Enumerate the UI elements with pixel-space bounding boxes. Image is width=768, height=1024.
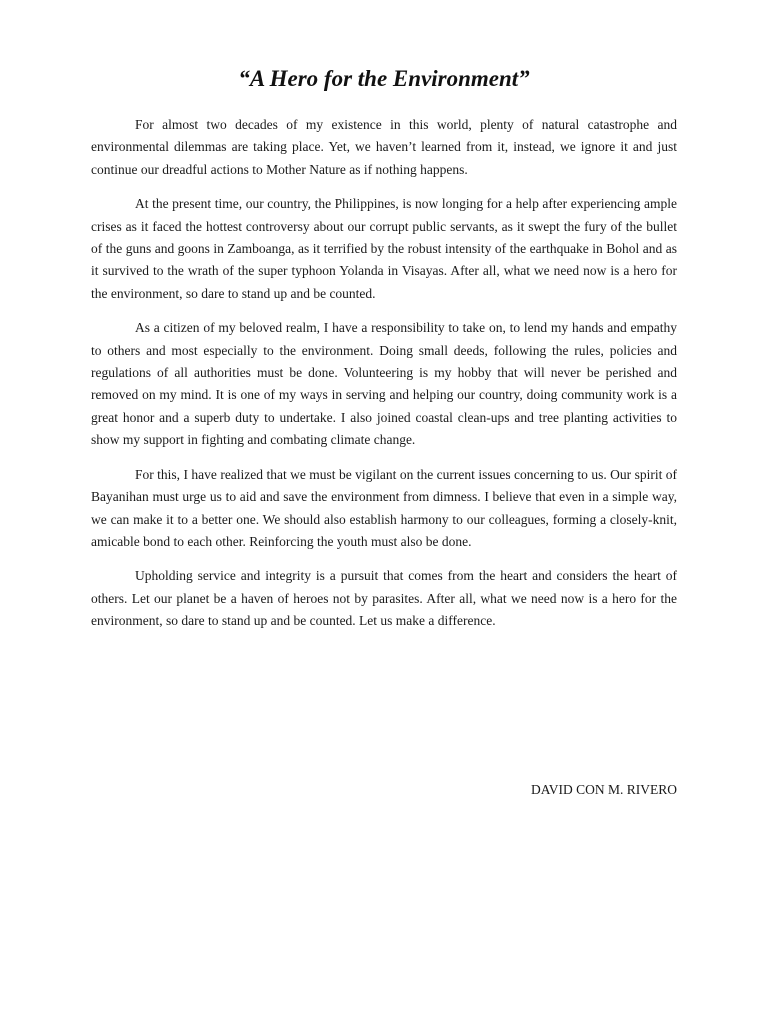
document-title: “A Hero for the Environment” xyxy=(238,66,530,91)
paragraph-3: As a citizen of my beloved realm, I have a responsibility to take on, to lend my hands and empathy to others and most especially to the environment. Doing small deeds, following the rules, policies and regulations of all authorities must be done. Volunteering is my hobby that will never be perished and removed on my mind. It is one of my ways in serving and helping our country, doing community work is a great honor and a superb duty to undertake. I also joined coastal clean-ups and tree planting activities to show my support in fighting and combating climate change. xyxy=(91,320,677,448)
document-body xyxy=(91,114,677,645)
paragraph-2: At the present time, our country, the Philippines, is now longing for a help after experiencing ample crises as it faced the hottest controversy about our corrupt public servants, as it swept the fury of the bullet of the guns and goons in Zamboanga, as it terrified by the robust intensity of the earthquake in Bohol and as it survived to the wrath of the super typhoon Yolanda in Visayas. After all, what we need now is a hero for the environment, so dare to stand up and be counted. xyxy=(91,196,677,301)
author-signature: DAVID CON M. RIVERO xyxy=(530,782,677,797)
paragraph-4: For this, I have realized that we must be vigilant on the current issues concerning to us. Our spirit of Bayanihan must urge us to aid and save the environment from dimness. I believe that even in a simple way, we can make it to a better one. We should also establish harmony to our colleagues, forming a closely-knit, amicable bond to each other. Reinforcing the youth must also be done. xyxy=(91,466,677,549)
paragraph-1: For almost two decades of my existence in this world, plenty of natural catastrophe and environmental dilemmas are taking place. Yet, we haven’t learned from it, instead, we ignore it and just continue our dreadful actions to Mother Nature as if nothing happens. xyxy=(91,117,677,177)
paragraph-5: Upholding service and integrity is a pursuit that comes from the heart and considers the heart of others. Let our planet be a haven of heroes not by parasites. After all, what we need now is a hero for the environment, so dare to stand up and be counted. Let us make a difference. xyxy=(91,568,677,629)
